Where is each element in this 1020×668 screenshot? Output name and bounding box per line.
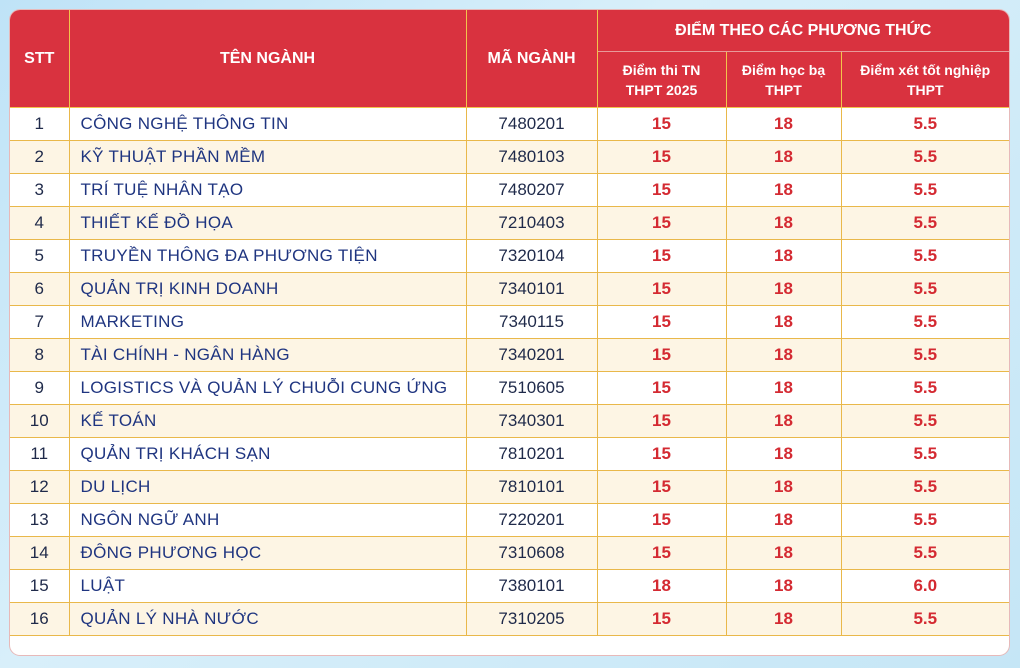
cell-score-graduation: 6.0	[841, 570, 1009, 603]
cell-major-name: ĐÔNG PHƯƠNG HỌC	[69, 537, 466, 570]
cell-major-code: 7480207	[466, 174, 597, 207]
cell-stt: 7	[10, 306, 69, 339]
cell-score-exam: 15	[597, 603, 726, 636]
cell-score-exam: 15	[597, 240, 726, 273]
cell-score-transcript: 18	[726, 141, 841, 174]
table-row	[10, 438, 1009, 471]
cell-score-transcript: 18	[726, 273, 841, 306]
table-row	[10, 405, 1009, 438]
cell-major-name: QUẢN TRỊ KHÁCH SẠN	[69, 438, 466, 471]
header-method-graduation	[841, 52, 1009, 108]
cell-score-graduation: 5.5	[841, 207, 1009, 240]
header-score-methods-group: ĐIỂM THEO CÁC PHƯƠNG THỨC	[597, 10, 1009, 52]
cell-stt: 6	[10, 273, 69, 306]
cell-major-name: KẾ TOÁN	[69, 405, 466, 438]
cell-stt: 16	[10, 603, 69, 636]
cell-score-graduation: 5.5	[841, 438, 1009, 471]
cell-score-transcript: 18	[726, 504, 841, 537]
header-major-name: TÊN NGÀNH	[69, 10, 466, 108]
cell-stt: 8	[10, 339, 69, 372]
cell-score-exam: 18	[597, 570, 726, 603]
cell-score-transcript: 18	[726, 405, 841, 438]
cell-score-exam: 15	[597, 339, 726, 372]
table-row	[10, 471, 1009, 504]
cell-score-graduation: 5.5	[841, 537, 1009, 570]
cell-score-exam: 15	[597, 207, 726, 240]
header-stt: STT	[10, 10, 69, 108]
cell-score-graduation: 5.5	[841, 306, 1009, 339]
cell-stt: 2	[10, 141, 69, 174]
cell-score-exam: 15	[597, 438, 726, 471]
cell-major-code: 7340101	[466, 273, 597, 306]
cell-score-graduation: 5.5	[841, 504, 1009, 537]
cell-major-code: 7510605	[466, 372, 597, 405]
cell-score-graduation: 5.5	[841, 141, 1009, 174]
header-method-transcript-line1: Điểm học bạ	[741, 61, 826, 78]
admission-scores-table	[10, 10, 1009, 636]
cell-score-graduation: 5.5	[841, 240, 1009, 273]
cell-stt: 5	[10, 240, 69, 273]
cell-score-exam: 15	[597, 372, 726, 405]
table-row	[10, 372, 1009, 405]
table-row	[10, 108, 1009, 141]
cell-score-transcript: 18	[726, 570, 841, 603]
cell-major-code: 7340301	[466, 405, 597, 438]
table-header	[10, 10, 1009, 108]
cell-major-name: CÔNG NGHỆ THÔNG TIN	[69, 108, 466, 141]
cell-score-transcript: 18	[726, 207, 841, 240]
cell-major-name: TRUYỀN THÔNG ĐA PHƯƠNG TIỆN	[69, 240, 466, 273]
cell-score-transcript: 18	[726, 339, 841, 372]
table-row	[10, 537, 1009, 570]
cell-score-exam: 15	[597, 108, 726, 141]
cell-score-graduation: 5.5	[841, 108, 1009, 141]
admission-scores-table-card	[10, 10, 1009, 655]
header-method-graduation-line1: Điểm xét tốt nghiệp	[860, 61, 991, 78]
cell-stt: 3	[10, 174, 69, 207]
header-method-graduation-line2: THPT	[906, 81, 944, 98]
table-row	[10, 570, 1009, 603]
cell-score-graduation: 5.5	[841, 471, 1009, 504]
cell-stt: 11	[10, 438, 69, 471]
cell-score-graduation: 5.5	[841, 405, 1009, 438]
header-method-transcript	[726, 52, 841, 108]
cell-score-graduation: 5.5	[841, 339, 1009, 372]
table-row	[10, 339, 1009, 372]
cell-stt: 12	[10, 471, 69, 504]
cell-major-code: 7210403	[466, 207, 597, 240]
cell-major-code: 7310608	[466, 537, 597, 570]
table-body	[10, 108, 1009, 636]
cell-stt: 13	[10, 504, 69, 537]
header-method-transcript-line2: THPT	[765, 81, 802, 98]
cell-major-name: MARKETING	[69, 306, 466, 339]
cell-score-exam: 15	[597, 471, 726, 504]
cell-score-exam: 15	[597, 174, 726, 207]
header-method-exam-line2: THPT 2025	[625, 81, 698, 98]
cell-stt: 1	[10, 108, 69, 141]
cell-score-transcript: 18	[726, 537, 841, 570]
table-row	[10, 174, 1009, 207]
cell-major-code: 7320104	[466, 240, 597, 273]
cell-major-code: 7810101	[466, 471, 597, 504]
cell-stt: 10	[10, 405, 69, 438]
cell-major-name: LUẬT	[69, 570, 466, 603]
table-row	[10, 207, 1009, 240]
header-major-code: MÃ NGÀNH	[466, 10, 597, 108]
cell-score-exam: 15	[597, 273, 726, 306]
cell-stt: 9	[10, 372, 69, 405]
table-row	[10, 273, 1009, 306]
cell-score-transcript: 18	[726, 438, 841, 471]
cell-major-name: TÀI CHÍNH - NGÂN HÀNG	[69, 339, 466, 372]
cell-major-name: QUẢN LÝ NHÀ NƯỚC	[69, 603, 466, 636]
cell-major-name: TRÍ TUỆ NHÂN TẠO	[69, 174, 466, 207]
cell-major-code: 7340201	[466, 339, 597, 372]
cell-major-name: KỸ THUẬT PHẦN MỀM	[69, 141, 466, 174]
cell-score-transcript: 18	[726, 240, 841, 273]
cell-major-code: 7340115	[466, 306, 597, 339]
cell-score-exam: 15	[597, 405, 726, 438]
cell-score-exam: 15	[597, 504, 726, 537]
cell-major-code: 7310205	[466, 603, 597, 636]
cell-major-code: 7220201	[466, 504, 597, 537]
cell-score-graduation: 5.5	[841, 174, 1009, 207]
cell-score-transcript: 18	[726, 174, 841, 207]
cell-stt: 4	[10, 207, 69, 240]
cell-major-name: THIẾT KẾ ĐỒ HỌA	[69, 207, 466, 240]
cell-score-graduation: 5.5	[841, 372, 1009, 405]
cell-score-exam: 15	[597, 537, 726, 570]
cell-stt: 14	[10, 537, 69, 570]
cell-score-exam: 15	[597, 141, 726, 174]
cell-score-transcript: 18	[726, 108, 841, 141]
cell-major-code: 7380101	[466, 570, 597, 603]
cell-score-graduation: 5.5	[841, 273, 1009, 306]
cell-score-transcript: 18	[726, 372, 841, 405]
cell-major-name: LOGISTICS VÀ QUẢN LÝ CHUỖI CUNG ỨNG	[69, 372, 466, 405]
cell-score-transcript: 18	[726, 471, 841, 504]
cell-score-transcript: 18	[726, 603, 841, 636]
cell-score-exam: 15	[597, 306, 726, 339]
cell-major-code: 7480201	[466, 108, 597, 141]
table-row	[10, 306, 1009, 339]
header-method-exam-line1: Điểm thi TN	[622, 61, 701, 78]
table-row	[10, 504, 1009, 537]
cell-stt: 15	[10, 570, 69, 603]
cell-major-code: 7480103	[466, 141, 597, 174]
header-method-exam	[597, 52, 726, 108]
cell-major-name: DU LỊCH	[69, 471, 466, 504]
cell-major-code: 7810201	[466, 438, 597, 471]
cell-score-graduation: 5.5	[841, 603, 1009, 636]
cell-major-name: NGÔN NGỮ ANH	[69, 504, 466, 537]
table-row	[10, 141, 1009, 174]
table-row	[10, 603, 1009, 636]
table-row	[10, 240, 1009, 273]
cell-major-name: QUẢN TRỊ KINH DOANH	[69, 273, 466, 306]
cell-score-transcript: 18	[726, 306, 841, 339]
